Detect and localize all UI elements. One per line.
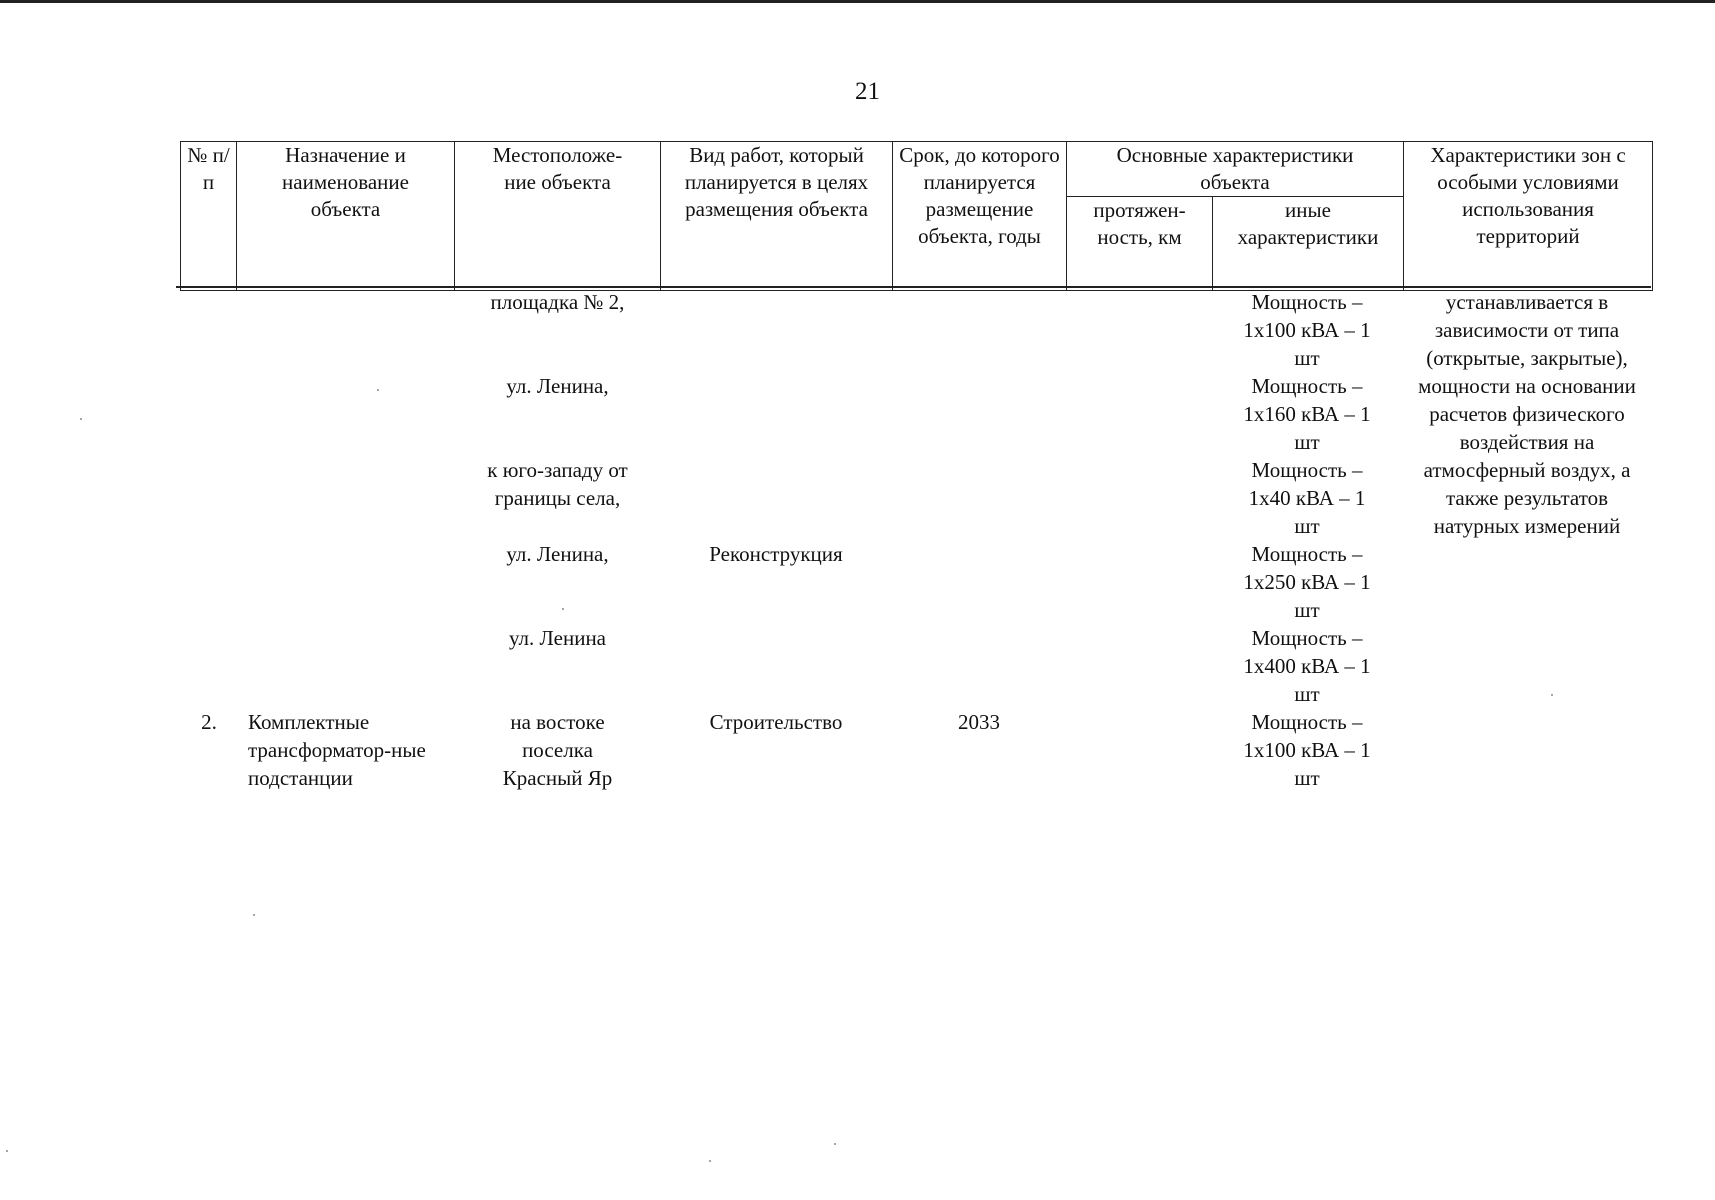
table-header: [180, 141, 1653, 291]
object-name-cell: Комплектные трансформатор-ные подстанции: [248, 710, 426, 790]
header-location: Местоположе-ние объекта: [455, 142, 661, 291]
location-cell: ул. Ленина: [508, 626, 606, 650]
page-number: 21: [855, 78, 880, 105]
work-type-cell: Строительство: [709, 710, 843, 734]
header-other-chars: иные характеристики: [1213, 197, 1404, 291]
characteristic-cell: Мощность – 1х100 кВА – 1 шт: [1243, 290, 1371, 370]
scan-speck: [80, 418, 82, 420]
scan-speck: [562, 608, 564, 610]
characteristic-cell: Мощность – 1х40 кВА – 1 шт: [1248, 458, 1366, 538]
header-deadline: Срок, до которого планируется размещение объекта, годы: [893, 142, 1067, 291]
scan-speck: [1551, 694, 1553, 696]
zones-cell: устанавливается в зависимости от типа (открытые, закрытые), мощности на основании расчетов физического воздействия на атмосферный воздух, а также результатов натурных измерений: [1418, 290, 1636, 538]
characteristic-cell: Мощность – 1х250 кВА – 1 шт: [1243, 542, 1371, 622]
scan-speck: [834, 1143, 836, 1145]
header-num: № п/п: [181, 142, 237, 291]
row-number: 2.: [201, 710, 217, 734]
characteristic-cell: Мощность – 1х400 кВА – 1 шт: [1243, 626, 1371, 706]
header-work-type: Вид работ, который планируется в целях размещения объекта: [661, 142, 893, 291]
work-type-cell: Реконструкция: [709, 542, 843, 566]
scan-speck: [6, 1150, 8, 1152]
scan-speck: [253, 914, 255, 916]
header-name: Назначение и наименование объекта: [237, 142, 455, 291]
location-cell: площадка № 2,: [490, 290, 625, 314]
page-top-border: [0, 0, 1715, 3]
location-cell: к юго-западу от границы села,: [487, 458, 628, 510]
deadline-cell: 2033: [958, 710, 1000, 734]
header-zones: Характеристики зон с особыми условиями использования территорий: [1404, 142, 1653, 291]
scan-speck: [377, 389, 379, 391]
header-length: протяжен-ность, км: [1067, 197, 1213, 291]
characteristic-cell: Мощность – 1х160 кВА – 1 шт: [1243, 374, 1371, 454]
header-main-chars: Основные характеристики объекта: [1067, 142, 1404, 197]
characteristic-cell: Мощность – 1х100 кВА – 1 шт: [1243, 710, 1371, 790]
location-cell: ул. Ленина,: [506, 374, 609, 398]
location-cell: на востоке поселка Красный Яр: [502, 710, 613, 790]
scan-speck: [709, 1160, 711, 1162]
location-cell: ул. Ленина,: [506, 542, 609, 566]
